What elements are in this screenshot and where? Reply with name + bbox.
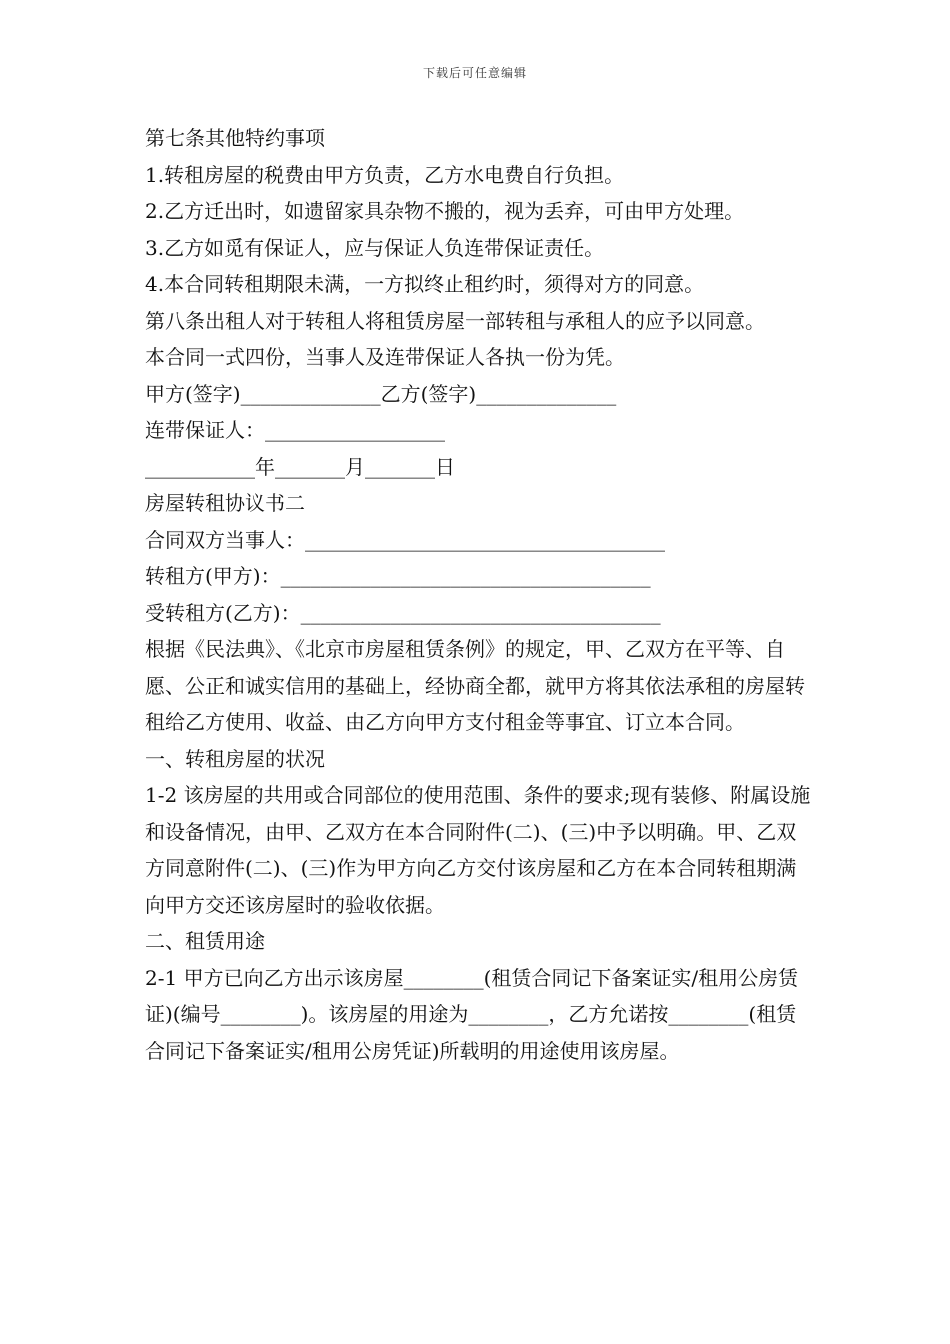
clause-7-heading: 第七条其他特约事项: [145, 126, 325, 150]
signature-line-guarantor: 连带保证人：__________________: [145, 418, 445, 442]
sublessor-line: 转租方(甲方)：_____________________________________: [145, 564, 651, 588]
document-body: [145, 120, 813, 1069]
clause-7-item-1: 1.转租房屋的税费由甲方负责，乙方水电费自行负担。: [145, 162, 625, 187]
page-header: 下载后可任意编辑: [422, 66, 527, 80]
agreement-2-title: 房屋转租协议书二: [145, 491, 305, 515]
parties-line: 合同双方当事人：____________________________________: [145, 527, 665, 552]
copies-statement: 本合同一式四份，当事人及连带保证人各执一份为凭。: [145, 345, 625, 369]
clause-8: 第八条出租人对于转租人将租赁房屋一部转租与承租人的应予以同意。: [145, 308, 765, 333]
signature-line-parties: 甲方(签字)______________乙方(签字)______________: [145, 381, 617, 406]
section-1-heading: 一、转租房屋的状况: [145, 746, 325, 771]
preamble: 根据《民法典》、《北京市房屋租赁条例》的规定，甲、乙双方在平等、自愿、公正和诚实信用的基础上，经协商全都，就甲方将其依法承租的房屋转租给乙方使用、收益、由乙方向甲方支付租金等事宜、订立本合同。: [145, 637, 805, 734]
sublessee-line: 受转租方(乙方)：____________________________________: [145, 600, 661, 625]
section-1-item-1-2: 1-2 该房屋的共用或合同部位的使用范围、条件的要求;现有装修、附属设施和设备情况，由甲、乙双方在本合同附件(二)、(三)中予以明确。甲、乙双方同意附件(二)、(三)作为甲方向乙方交付该房屋和乙方在本合同转租期满向甲方交还该房屋时的验收依据。: [145, 783, 811, 917]
clause-7-item-3: 3.乙方如觅有保证人，应与保证人负连带保证责任。: [145, 235, 605, 260]
clause-7-item-4: 4.本合同转租期限未满，一方拟终止租约时，须得对方的同意。: [145, 272, 705, 296]
section-2-heading: 二、租赁用途: [145, 929, 265, 953]
date-line: ___________年_______月_______日: [145, 454, 455, 479]
clause-7-item-2: 2.乙方迁出时，如遗留家具杂物不搬的，视为丢弃，可由甲方处理。: [145, 199, 745, 223]
section-2-item-2-1: 2-1 甲方已向乙方出示该房屋________(租赁合同记下备案证实/租用公房赁证)(编号________)。该房屋的用途为________，乙方允诺按________(租赁合同记下备案证实/租用公房凭证)所载明的用途使用该房屋。: [145, 965, 799, 1063]
